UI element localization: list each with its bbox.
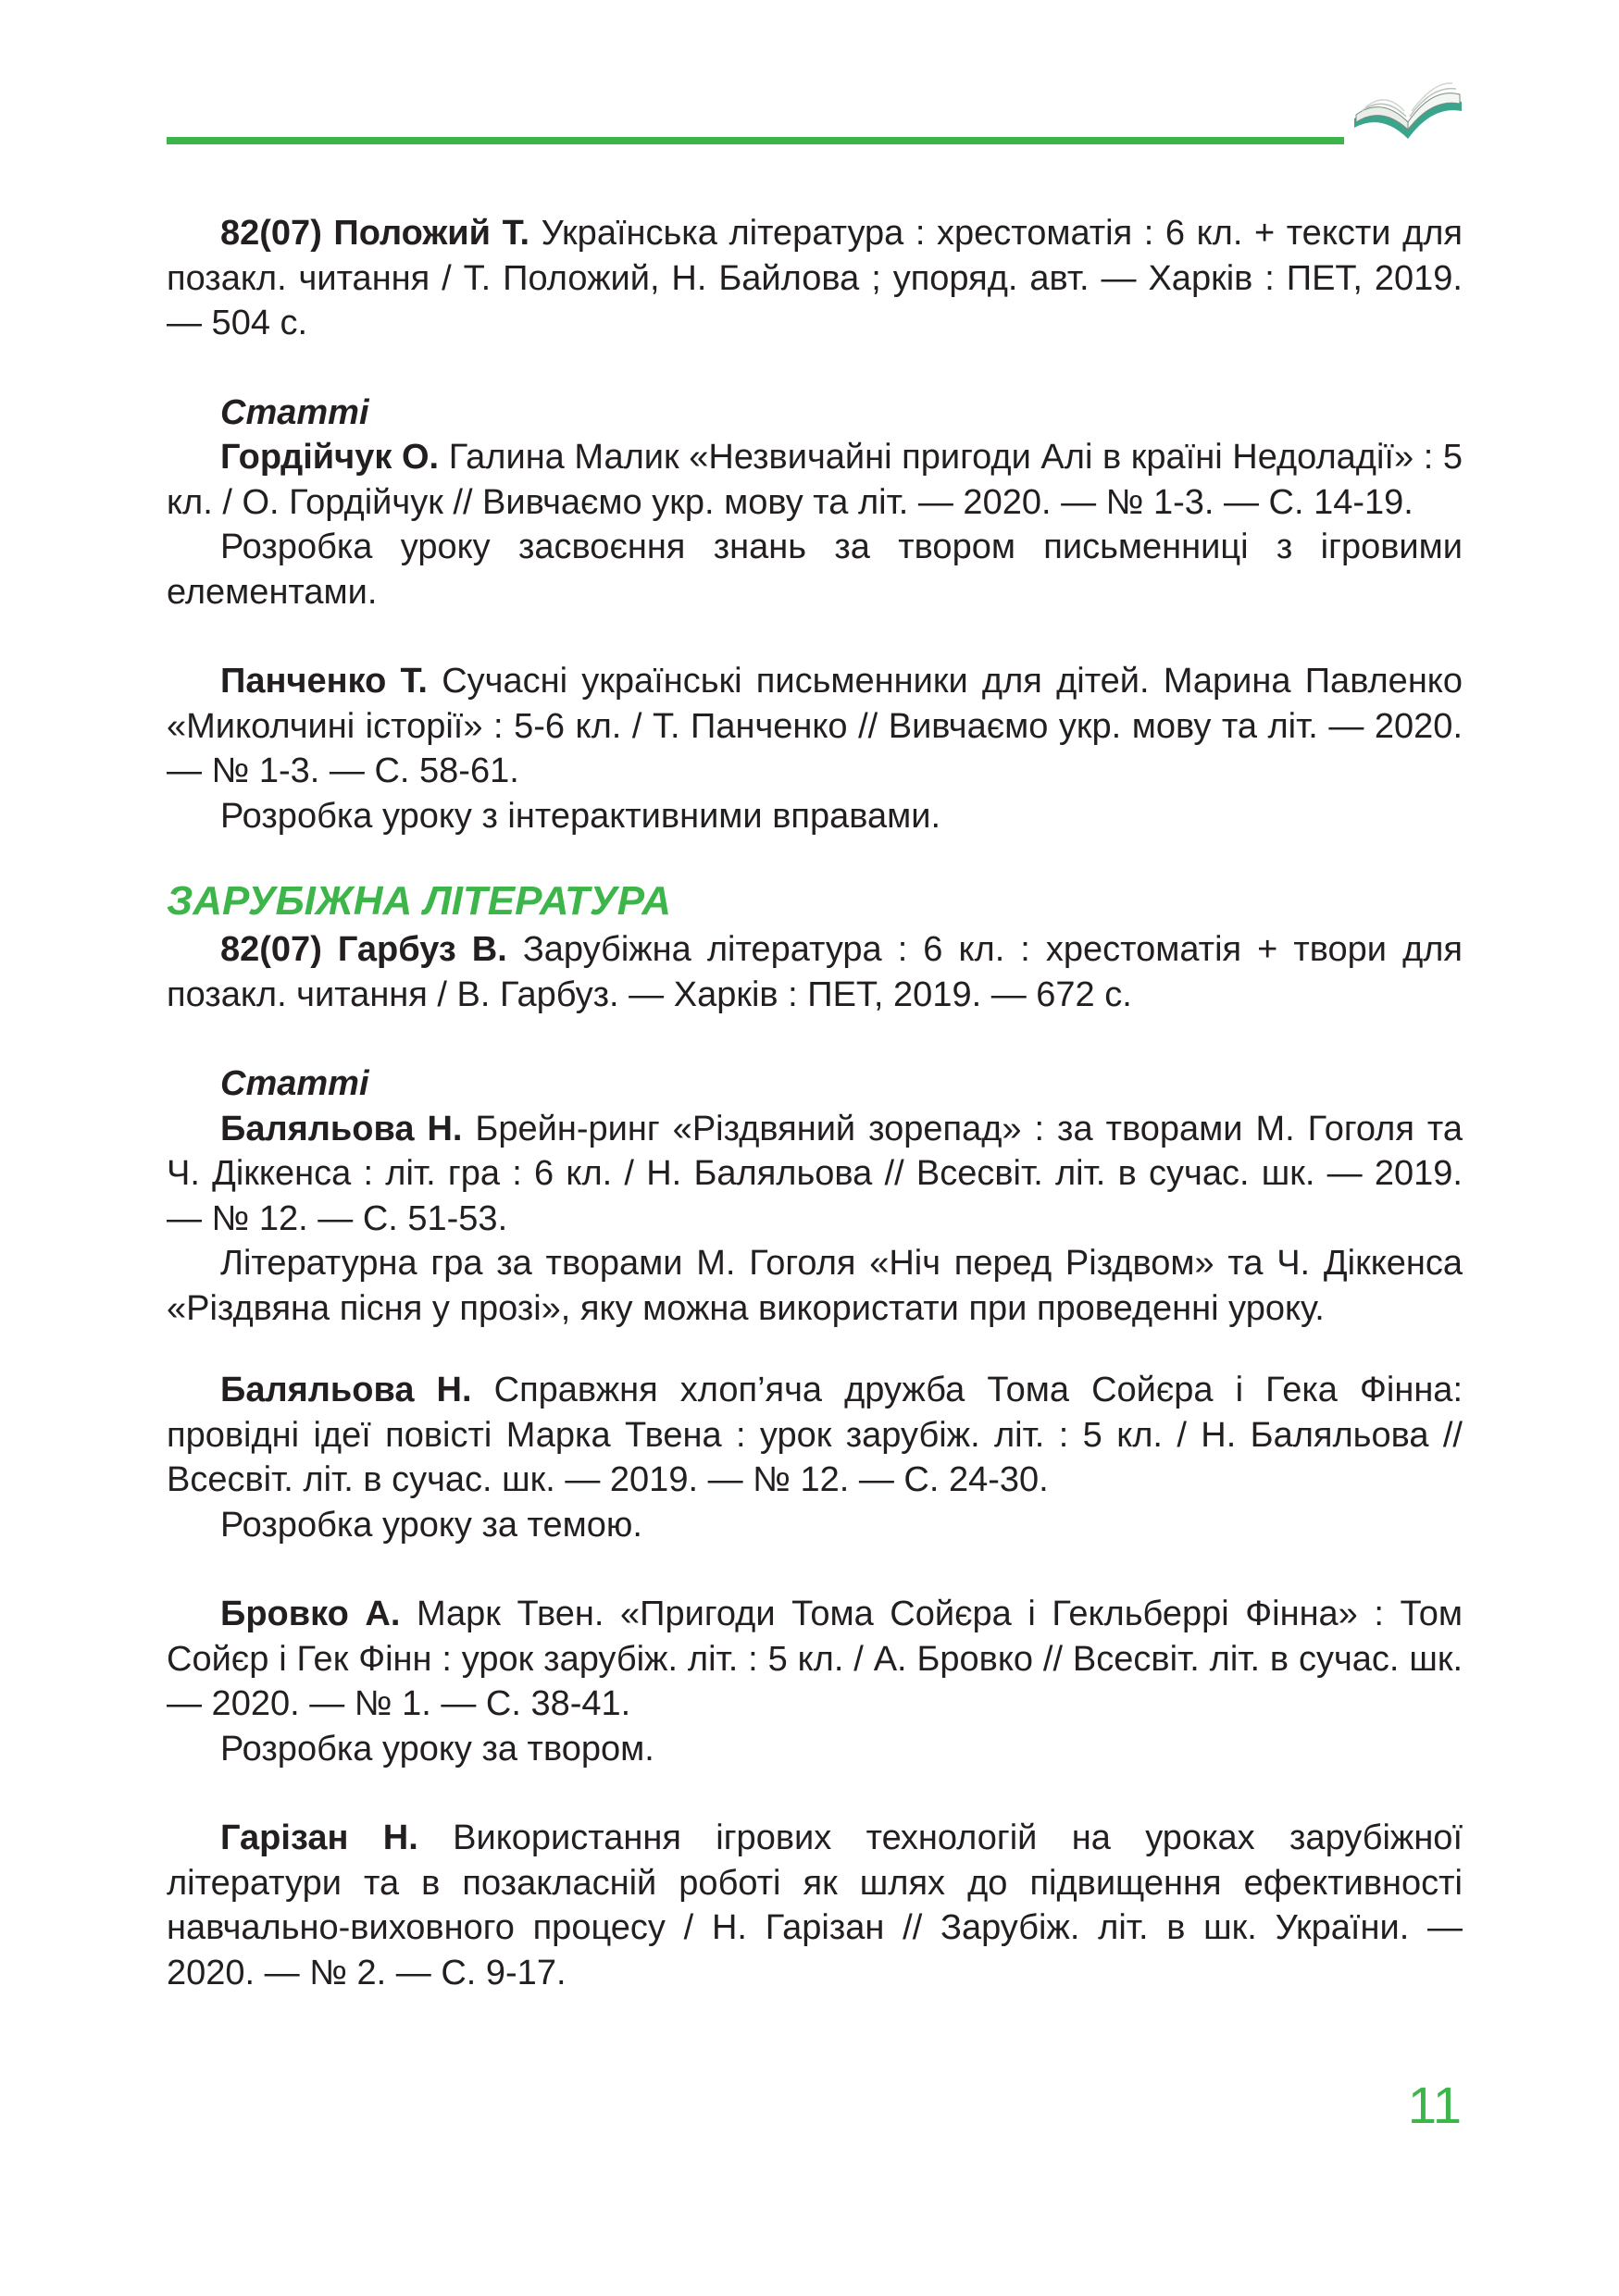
bibliography-entry bbox=[167, 659, 1463, 794]
bibliography-entry bbox=[167, 435, 1463, 525]
subsection-heading: Статті bbox=[220, 392, 369, 432]
entry-annotation: Літературна гра за творами М. Гоголя «Ніч перед Різдвом» та Ч. Діккенса «Різдвяна пісня у прозі», яку можна використати при проведенні уроку. bbox=[167, 1244, 1463, 1328]
entry-author: Панченко Т. bbox=[220, 662, 428, 701]
bibliography-entry bbox=[167, 927, 1463, 1017]
entry-author: Гордійчук О. bbox=[220, 438, 440, 477]
spacer bbox=[167, 1331, 1463, 1368]
entry-text: Зарубіжна література : 6 кл. : хрестоматія + твори для позакл. читання / В. Гарбуз. — Харків : ПЕТ, 2019. — 672 с. bbox=[167, 930, 1463, 1014]
page-number: 11 bbox=[1407, 2076, 1462, 2134]
header-rule bbox=[167, 137, 1344, 144]
spacer bbox=[167, 1017, 1463, 1061]
spacer bbox=[167, 614, 1463, 659]
entry-author: Бровко А. bbox=[220, 1595, 401, 1633]
open-book-icon bbox=[1347, 74, 1467, 167]
entry-annotation: Розробка уроку з інтерактивними вправами. bbox=[220, 796, 941, 836]
entry-annotation: Розробка уроку за твором. bbox=[220, 1729, 654, 1769]
entry-author: Баляльова Н. bbox=[220, 1371, 472, 1409]
entry-author: Баляльова Н. bbox=[220, 1109, 463, 1148]
bibliography-entry bbox=[167, 1107, 1463, 1242]
entry-author: 82(07) Положий Т. bbox=[220, 214, 530, 253]
entry-text: Використання ігрових технологій на уроках зарубіжної літератури та в позакласній роботі як шлях до підвищення ефективності навчально-виховного процесу / Н. Гарізан // Зарубіж. літ. в шк. України. — 2020. — № 2. — С. 9-17. bbox=[167, 1818, 1463, 1992]
entry-text: Галина Малик «Незвичайні пригоди Алі в країні Недоладії» : 5 кл. / О. Гордійчук // Вивчаємо укр. мову та літ. — 2020. — № 1-3. — С. 14-19. bbox=[167, 438, 1463, 522]
entry-author: Гарізан Н. bbox=[220, 1818, 418, 1857]
spacer bbox=[167, 838, 1463, 875]
bibliography-entry bbox=[167, 1592, 1463, 1727]
bibliography-entry bbox=[167, 211, 1463, 346]
bibliography-entry bbox=[167, 1368, 1463, 1503]
section-title: ЗАРУБІЖНА ЛІТЕРАТУРА bbox=[167, 878, 672, 924]
subsection-heading: Статті bbox=[220, 1064, 369, 1103]
entry-text: Брейн-ринг «Різдвяний зорепад» : за творами М. Гоголя та Ч. Діккенса : літ. гра : 6 кл. / Н. Баляльова // Всесвіт. літ. в сучас. шк. — 2019. — № 12. — С. 51-53. bbox=[167, 1109, 1463, 1238]
entry-text: Марк Твен. «Пригоди Тома Сойєра і Гекльберрі Фінна» : Том Сойєр і Гек Фінн : урок зарубіж. літ. : 5 кл. / А. Бровко // Всесвіт. літ. в сучас. шк. — 2020. — № 1. — С. 38-41. bbox=[167, 1595, 1463, 1723]
entry-annotation: Розробка уроку за темою. bbox=[220, 1505, 642, 1545]
spacer bbox=[167, 1547, 1463, 1592]
entry-text: Сучасні українські письменники для дітей. Марина Павленко «Миколчині історії» : 5-6 кл. / Т. Панченко // Вивчаємо укр. мову та літ. — 2020. — № 1-3. — С. 58-61. bbox=[167, 662, 1463, 790]
entry-text: Справжня хлоп’яча дружба Тома Сойєра і Гека Фінна: провідні ідеї повісті Марка Твена : урок зарубіж. літ. : 5 кл. / Н. Баляльова // Всесвіт. літ. в сучас. шк. — 2019. — № 12. — С. 24-30. bbox=[167, 1371, 1463, 1499]
spacer bbox=[167, 1771, 1463, 1816]
entry-annotation: Розробка уроку засвоєння знань за твором письменниці з ігровими елементами. bbox=[167, 527, 1463, 612]
spacer bbox=[167, 346, 1463, 391]
bibliography-entry bbox=[167, 1816, 1463, 1995]
entry-author: 82(07) Гарбуз В. bbox=[220, 930, 507, 969]
bibliography-list bbox=[167, 211, 1463, 1995]
entry-text: Українська література : хрестоматія : 6 кл. + тексти для позакл. читання / Т. Положий, Н. Байлова ; упоряд. авт. — Харків : ПЕТ, 2019. — 504 с. bbox=[167, 214, 1463, 342]
